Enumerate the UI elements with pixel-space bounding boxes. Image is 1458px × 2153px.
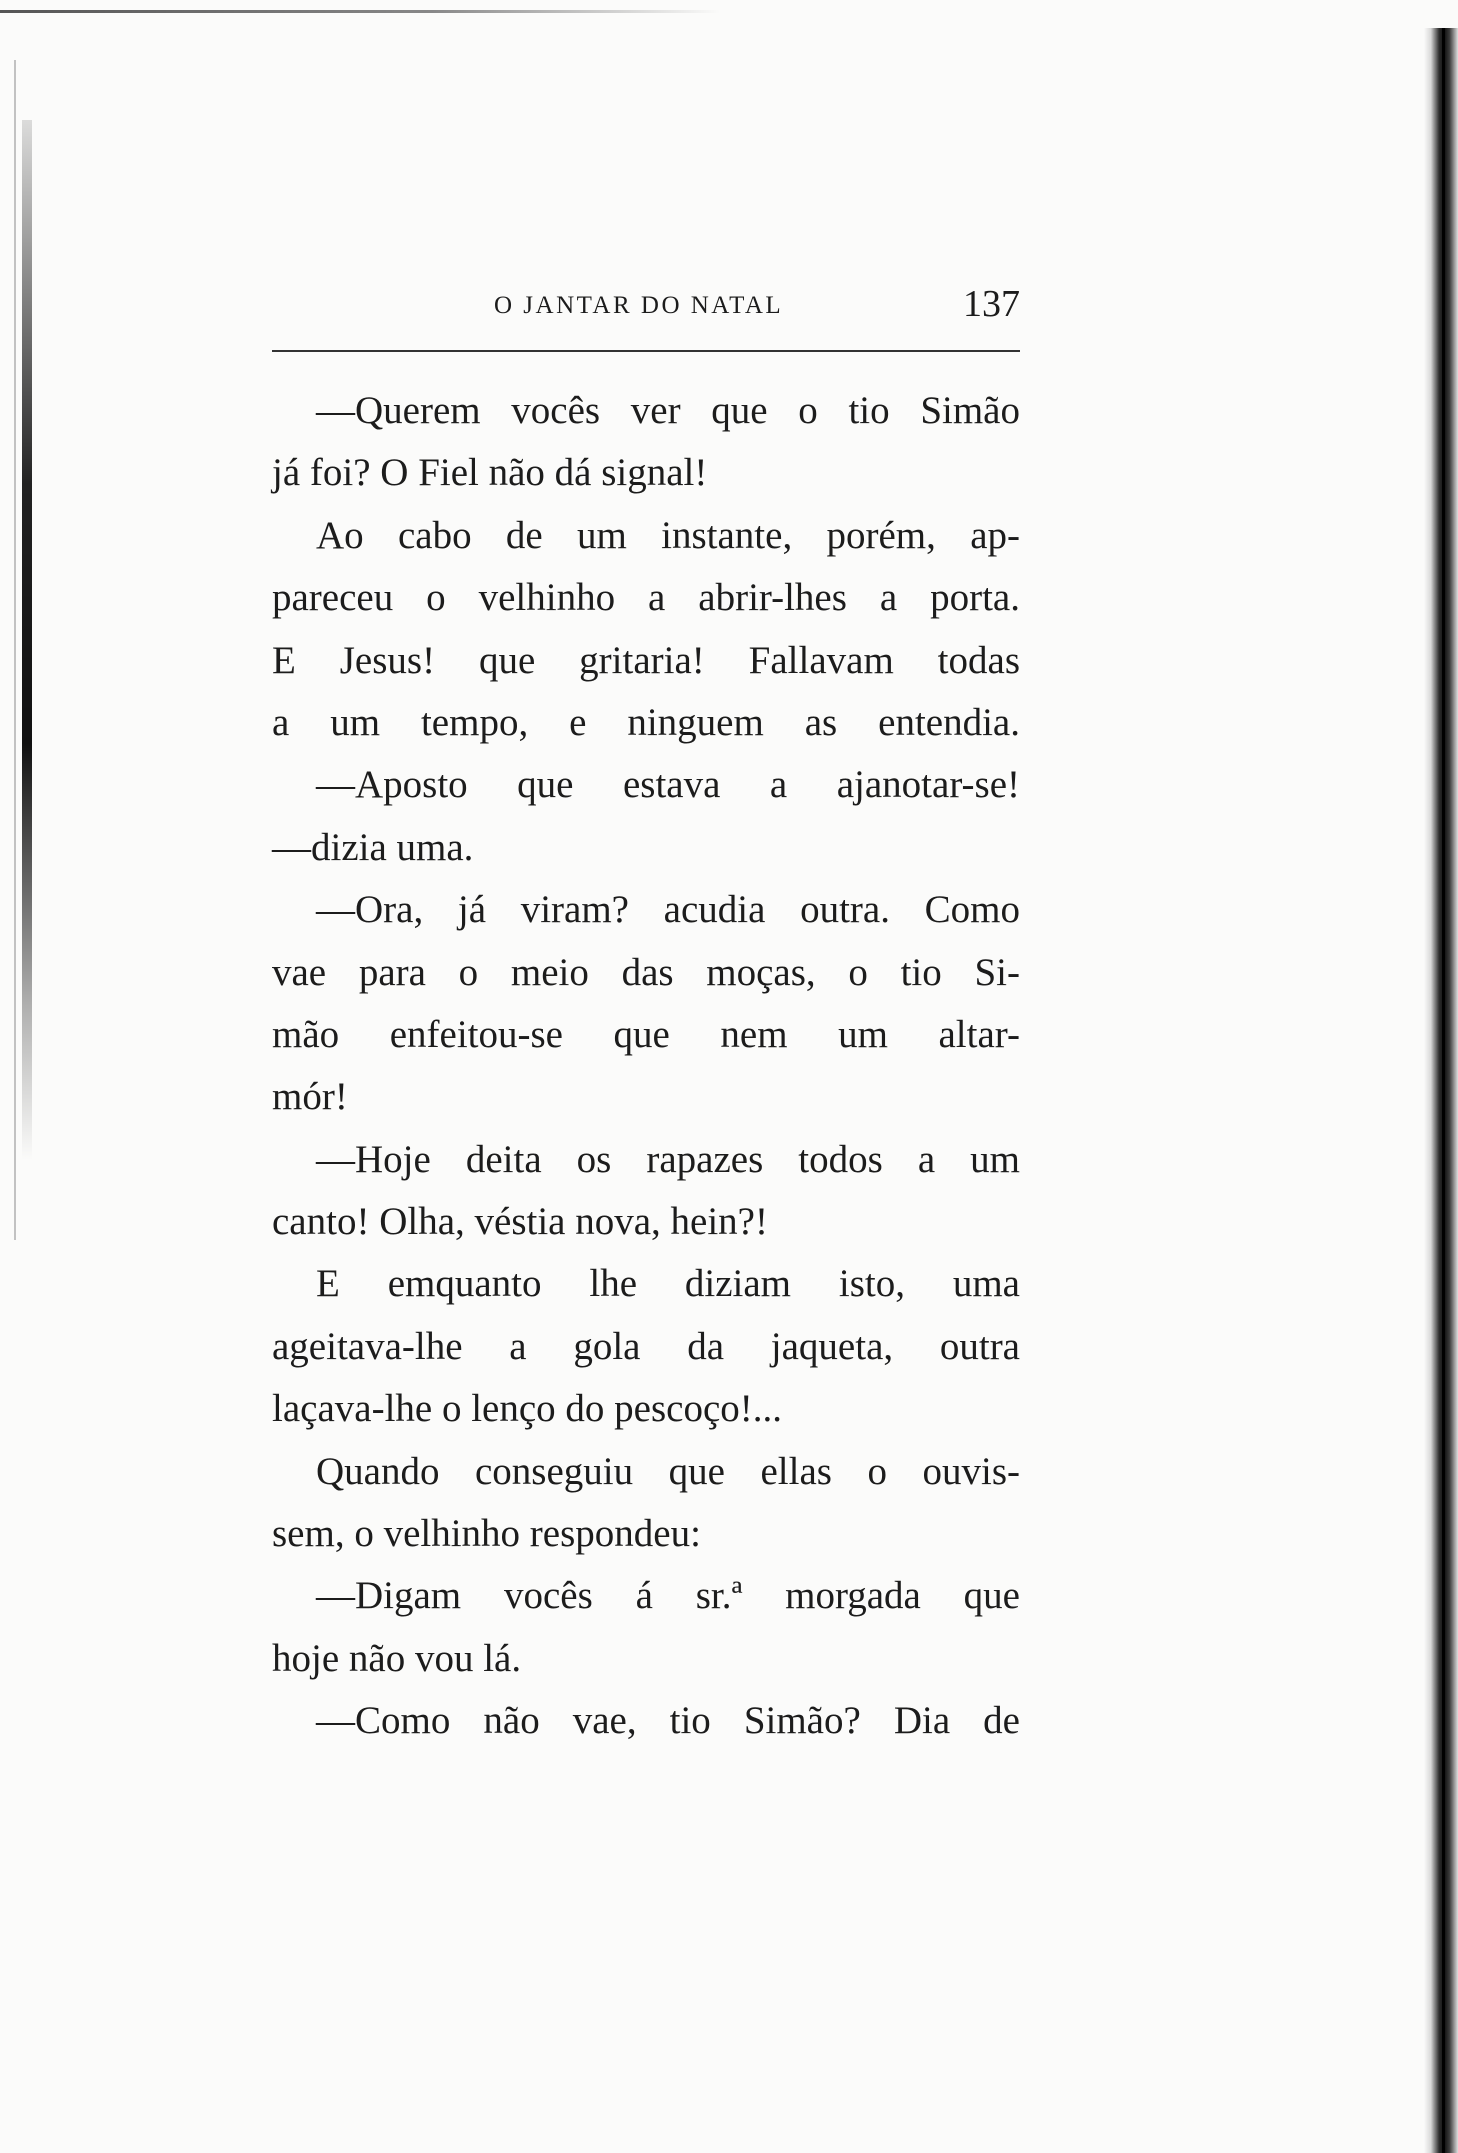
- scan-top-edge: [0, 10, 720, 13]
- text-line: mór!: [272, 1075, 348, 1119]
- text-line: já foi? O Fiel não dá signal!: [272, 451, 708, 495]
- text-line: E Jesus! que gritaria! Fallavam todas: [272, 638, 1020, 682]
- header-rule: [272, 350, 1020, 352]
- text-line: ageitava-lhe a gola da jaqueta, outra: [272, 1324, 1020, 1368]
- text-line: sem, o velhinho respondeu:: [272, 1512, 701, 1556]
- text-line: Ao cabo de um instante, porém, ap-: [316, 513, 1020, 557]
- text-line: laçava-lhe o lenço do pescoço!...: [272, 1387, 783, 1431]
- text-line: Quando conseguiu que ellas o ouvis-: [316, 1449, 1020, 1493]
- running-title: O JANTAR DO NATAL: [494, 292, 784, 319]
- text-line: pareceu o velhinho a abrir-lhes a porta.: [272, 576, 1020, 620]
- text-line: —dizia uma.: [272, 825, 474, 869]
- page-body: [272, 380, 1020, 1753]
- text-line: mão enfeitou-se que nem um altar-: [272, 1012, 1020, 1056]
- text-line: vae para o meio das moças, o tio Si-: [272, 950, 1020, 994]
- scan-left-edge: [22, 120, 32, 1160]
- text-line: canto! Olha, véstia nova, hein?!: [272, 1200, 768, 1244]
- text-line: —Aposto que estava a ajanotar-se!: [316, 763, 1020, 807]
- text-line: —Como não vae, tio Simão? Dia de: [316, 1699, 1020, 1743]
- text-line: —Hoje deita os rapazes todos a um: [316, 1137, 1020, 1181]
- text-line: hoje não vou lá.: [272, 1636, 522, 1680]
- text-line: —Querem vocês ver que o tio Simão: [316, 389, 1020, 432]
- running-head: [272, 283, 1020, 340]
- scan-right-line: [1442, 28, 1445, 2153]
- text-line: E emquanto lhe diziam isto, uma: [316, 1262, 1020, 1306]
- text-line: —Digam vocês á sr.ª morgada que: [316, 1574, 1020, 1618]
- text-line: a um tempo, e ninguem as entendia.: [272, 700, 1020, 744]
- text-line: —Ora, já viram? acudia outra. Como: [316, 888, 1020, 932]
- page-number: 137: [963, 283, 1020, 325]
- scan-right-edge: [1424, 28, 1458, 2153]
- scan-left-shadow: [14, 60, 16, 1240]
